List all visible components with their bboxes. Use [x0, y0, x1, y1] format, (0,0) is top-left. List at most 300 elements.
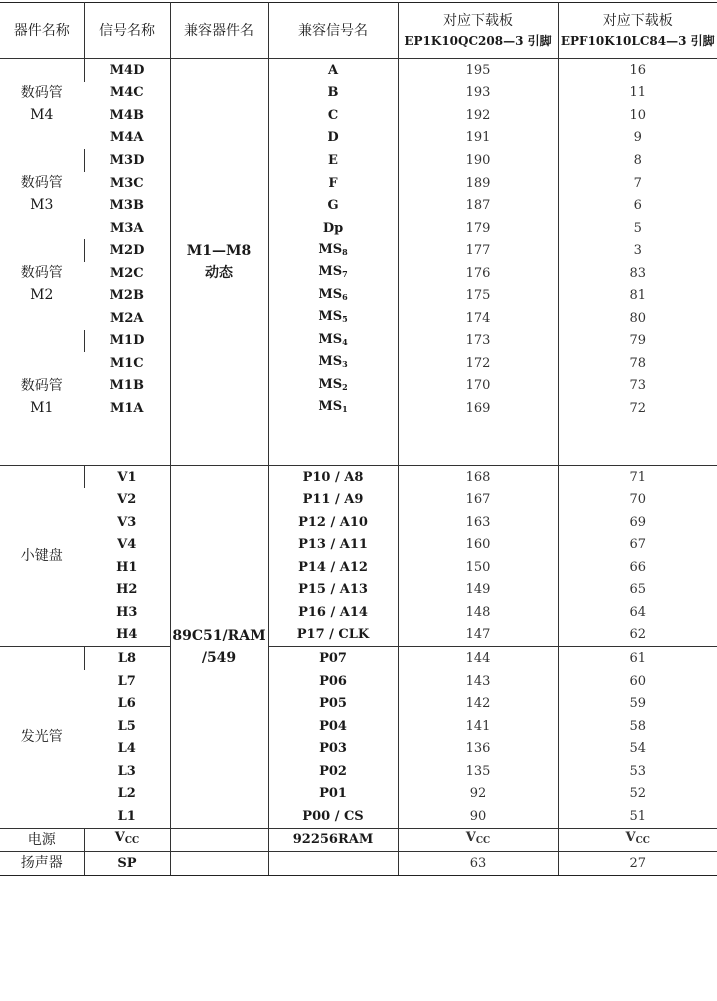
- pin-ep1k10-cell-text: 191: [465, 130, 491, 146]
- pin-epf10k10-cell-text: 52: [629, 786, 647, 802]
- pin-epf10k10-cell-text: 10: [629, 107, 647, 123]
- compat-signal-cell: [268, 239, 398, 262]
- pin-epf10k10-cell: [558, 352, 717, 375]
- pin-epf10k10-cell: [558, 330, 717, 353]
- pin-ep1k10-cell-text: 172: [465, 355, 491, 371]
- compat-signal-cell: [268, 194, 398, 217]
- pin-ep1k10-cell-text: 187: [465, 198, 491, 214]
- compat-signal-cell-text: P13 / A11: [298, 537, 368, 553]
- signal-name-cell-subscript: CC: [124, 836, 140, 847]
- compat-signal-cell: [268, 805, 398, 828]
- pin-epf10k10-cell-text: 5: [633, 220, 642, 236]
- pin-epf10k10-cell-text: 72: [629, 400, 647, 416]
- signal-name-cell-text: L7: [117, 673, 136, 689]
- pin-epf10k10-cell: [558, 556, 717, 579]
- pin-ep1k10-cell: [398, 172, 558, 195]
- table-row: [0, 104, 717, 127]
- pin-ep1k10-cell: [398, 82, 558, 105]
- table-row: [0, 579, 717, 602]
- compat-signal-cell-text: P02: [319, 763, 347, 779]
- pin-epf10k10-cell-text: 64: [629, 604, 647, 620]
- compat-signal-cell: [268, 760, 398, 783]
- table-header-row: [0, 3, 717, 59]
- pin-epf10k10-cell-text: 54: [629, 741, 647, 757]
- pin-epf10k10-cell: [558, 420, 717, 443]
- pin-epf10k10-cell: [558, 533, 717, 556]
- signal-name-cell: [84, 307, 170, 330]
- compat-signal-cell-text: P11 / A9: [302, 492, 364, 508]
- compat-signal-cell-text: D: [327, 130, 339, 146]
- compat-signal-cell-text: MS: [318, 376, 343, 392]
- group-m1: 数码管 M1: [20, 378, 63, 417]
- table-row: [0, 852, 717, 876]
- pin-epf10k10-cell-text: 80: [629, 310, 647, 326]
- compat-signal-cell: [268, 59, 398, 82]
- compat-signal-cell: [268, 737, 398, 760]
- compat-signal-cell: [268, 330, 398, 353]
- compat-device-empty: [170, 852, 268, 876]
- pin-ep1k10-cell: [398, 828, 558, 852]
- compat-signal-cell: [268, 104, 398, 127]
- compat-signal-cell-subscript: 5: [342, 314, 348, 325]
- table-row: [0, 624, 717, 647]
- pin-epf10k10-cell-subscript: CC: [635, 836, 650, 847]
- header-board1-pin: EP1K10QC208—3 引脚: [404, 33, 552, 48]
- signal-name-cell: [84, 239, 170, 262]
- pin-epf10k10-cell: [558, 127, 717, 150]
- pin-epf10k10-cell-text: 73: [629, 378, 647, 394]
- compat-signal-cell: [268, 647, 398, 670]
- pin-ep1k10-cell: [398, 284, 558, 307]
- pin-ep1k10-cell-text: 163: [465, 514, 491, 530]
- compat-signal-cell-text: MS: [318, 331, 343, 347]
- compat-signal-cell: [268, 579, 398, 602]
- signal-name-cell: [84, 172, 170, 195]
- table-row: [0, 828, 717, 852]
- signal-name-cell-text: H1: [116, 559, 138, 575]
- signal-name-cell-text: V4: [117, 537, 137, 553]
- compat-signal-cell-text: P07: [319, 650, 347, 666]
- compat-signal-cell-text: P00 / CS: [302, 808, 364, 824]
- pin-ep1k10-cell: [398, 217, 558, 240]
- signal-name-cell: [84, 511, 170, 534]
- pin-epf10k10-cell: [558, 284, 717, 307]
- pin-epf10k10-cell-text: 11: [629, 85, 647, 101]
- compat-signal-cell-text: MS: [318, 286, 343, 302]
- table-row: [0, 397, 717, 420]
- pin-ep1k10-cell: [398, 397, 558, 420]
- pin-ep1k10-cell-text: 192: [465, 107, 491, 123]
- group-m3: 数码管 M3: [20, 175, 63, 214]
- compat-signal-cell: [268, 442, 398, 465]
- pin-epf10k10-cell: [558, 692, 717, 715]
- pin-epf10k10-cell: [558, 760, 717, 783]
- group-m4: 数码管 M4: [20, 85, 63, 124]
- pin-epf10k10-cell-text: 67: [629, 537, 647, 553]
- pin-epf10k10-cell: [558, 307, 717, 330]
- compat-signal-cell: [268, 533, 398, 556]
- pin-epf10k10-cell-text: 9: [633, 130, 642, 146]
- compat-signal-cell-text: P14 / A12: [298, 559, 368, 575]
- compat-signal-cell: [268, 397, 398, 420]
- pin-epf10k10-cell: [558, 852, 717, 876]
- pin-ep1k10-cell: [398, 692, 558, 715]
- signal-name-cell: [84, 465, 170, 488]
- pin-assignment-table: [0, 2, 717, 876]
- table-row: [0, 352, 717, 375]
- pin-epf10k10-cell-text: 62: [629, 627, 647, 643]
- compat-signal-cell-text: G: [327, 198, 339, 214]
- compat-signal-cell: [268, 284, 398, 307]
- group-m2: 数码管 M2: [20, 265, 63, 304]
- compat-signal-cell: [268, 82, 398, 105]
- compat-signal-cell-subscript: 3: [342, 359, 348, 370]
- header-board1-title: 对应下载板: [443, 12, 513, 29]
- compat-signal-cell: [268, 556, 398, 579]
- signal-name-cell-text: L5: [117, 718, 136, 734]
- pin-epf10k10-cell-text: 60: [629, 673, 647, 689]
- table-row: [0, 692, 717, 715]
- pin-ep1k10-cell: [398, 59, 558, 82]
- table-row: [0, 217, 717, 240]
- pin-ep1k10-cell-text: 147: [465, 627, 491, 643]
- pin-epf10k10-cell-text: 6: [633, 198, 642, 214]
- pin-ep1k10-cell-text: 160: [465, 537, 491, 553]
- pin-ep1k10-cell-text: 142: [465, 696, 491, 712]
- pin-epf10k10-cell: [558, 59, 717, 82]
- header-board1: [398, 3, 558, 59]
- pin-epf10k10-cell-text: 78: [629, 355, 647, 371]
- pin-ep1k10-cell-text: 177: [465, 243, 491, 259]
- table-row: [0, 127, 717, 150]
- signal-name-cell-text: M2C: [109, 265, 144, 281]
- pin-epf10k10-cell: [558, 624, 717, 647]
- pin-ep1k10-cell-text: 63: [469, 855, 487, 871]
- pin-epf10k10-cell: [558, 805, 717, 828]
- pin-epf10k10-cell: [558, 828, 717, 852]
- compat-signal-ram: 92256RAM: [268, 828, 398, 852]
- compat-device-mcu: 89C51/RAM /549: [170, 465, 268, 828]
- pin-ep1k10-cell: [398, 579, 558, 602]
- pin-epf10k10-cell-text: 53: [629, 763, 647, 779]
- compat-signal-cell: [268, 352, 398, 375]
- signal-name-cell-text: V2: [117, 492, 137, 508]
- table-row: [0, 760, 717, 783]
- pin-ep1k10-cell-text: 173: [465, 333, 491, 349]
- compat-signal-cell-text: B: [327, 85, 339, 101]
- signal-name-cell-text: M4B: [109, 107, 144, 123]
- pin-ep1k10-cell: [398, 737, 558, 760]
- compat-signal-cell-text: P05: [319, 696, 347, 712]
- pin-ep1k10-cell-text: 92: [469, 786, 487, 802]
- compat-signal-cell-text: P15 / A13: [298, 582, 368, 598]
- pin-ep1k10-cell: [398, 352, 558, 375]
- pin-epf10k10-cell: [558, 104, 717, 127]
- table-row: [0, 533, 717, 556]
- pin-epf10k10-cell: [558, 149, 717, 172]
- compat-signal-cell: [268, 715, 398, 738]
- compat-signal-cell-text: C: [327, 107, 339, 123]
- pin-epf10k10-cell-text: 69: [629, 514, 647, 530]
- table-row: [0, 737, 717, 760]
- signal-name-cell: [84, 375, 170, 398]
- signal-name-cell-text: M3B: [109, 198, 144, 214]
- group-keypad: 小键盘: [0, 465, 84, 646]
- table-row: [0, 262, 717, 285]
- compat-signal-cell: [268, 601, 398, 624]
- compat-signal-cell: [268, 670, 398, 693]
- signal-name-cell-text: M2A: [109, 310, 144, 326]
- pin-ep1k10-cell-text: 179: [465, 220, 491, 236]
- signal-name-cell: [84, 692, 170, 715]
- pin-epf10k10-cell-text: 7: [633, 175, 642, 191]
- pin-epf10k10-cell-text: V: [625, 830, 636, 846]
- signal-name-cell-text: H3: [116, 604, 138, 620]
- compat-signal-cell-subscript: 6: [342, 291, 348, 302]
- pin-ep1k10-cell: [398, 239, 558, 262]
- pin-ep1k10-cell-text: 176: [465, 265, 491, 281]
- pin-epf10k10-cell-text: 79: [629, 333, 647, 349]
- pin-epf10k10-cell: [558, 783, 717, 806]
- pin-ep1k10-cell-text: 135: [465, 763, 491, 779]
- pin-ep1k10-cell-subscript: CC: [475, 836, 491, 847]
- signal-name-cell: [84, 670, 170, 693]
- pin-ep1k10-cell: [398, 533, 558, 556]
- pin-ep1k10-cell-text: 90: [469, 808, 487, 824]
- compat-signal-cell-subscript: 4: [342, 336, 348, 347]
- signal-name-cell-text: SP: [117, 855, 137, 871]
- signal-name-cell-text: L1: [117, 808, 136, 824]
- table-body: [0, 59, 717, 876]
- table-row: [0, 149, 717, 172]
- pin-ep1k10-cell: [398, 647, 558, 670]
- table-row: [0, 420, 717, 443]
- compat-signal-cell-text: F: [328, 175, 338, 191]
- signal-name-cell: [84, 127, 170, 150]
- signal-name-cell-text: L6: [117, 696, 136, 712]
- signal-name-cell: [84, 330, 170, 353]
- compat-signal-cell-text: P17 / CLK: [296, 627, 370, 643]
- pin-ep1k10-cell: [398, 805, 558, 828]
- pin-ep1k10-cell-text: 195: [465, 62, 491, 78]
- group-power: 电源: [0, 828, 84, 852]
- signal-name-cell-text: V1: [117, 469, 137, 485]
- pin-ep1k10-cell: [398, 760, 558, 783]
- compat-signal-cell-text: MS: [318, 399, 343, 415]
- pin-ep1k10-cell: [398, 488, 558, 511]
- pin-ep1k10-cell: [398, 104, 558, 127]
- pin-ep1k10-cell: [398, 715, 558, 738]
- pin-ep1k10-cell: [398, 149, 558, 172]
- pin-epf10k10-cell-text: 27: [629, 855, 647, 871]
- group-speaker: 扬声器: [0, 852, 84, 876]
- table-row: [0, 307, 717, 330]
- pin-ep1k10-cell-text: 168: [465, 469, 491, 485]
- table-row: [0, 239, 717, 262]
- signal-name-cell: [84, 783, 170, 806]
- compat-signal-cell-text: P10 / A8: [302, 469, 364, 485]
- pin-epf10k10-cell-text: 66: [629, 559, 647, 575]
- pin-ep1k10-cell-text: 141: [465, 718, 491, 734]
- signal-name-cell-text: H4: [116, 627, 138, 643]
- pin-epf10k10-cell: [558, 670, 717, 693]
- pin-ep1k10-cell-text: 169: [465, 400, 491, 416]
- compat-signal-cell: [268, 624, 398, 647]
- compat-signal-cell: [268, 172, 398, 195]
- signal-name-cell-text: L3: [117, 763, 136, 779]
- header-board2-pin: EPF10K10LC84—3 引脚: [560, 33, 715, 48]
- table-row: [0, 670, 717, 693]
- pin-epf10k10-cell: [558, 194, 717, 217]
- compat-signal-cell-text: A: [327, 62, 339, 78]
- signal-name-cell-text: M4D: [109, 62, 145, 78]
- table-row: [0, 488, 717, 511]
- pin-ep1k10-cell: [398, 194, 558, 217]
- pin-ep1k10-cell-text: 190: [465, 152, 491, 168]
- signal-name-cell-text: V3: [117, 514, 137, 530]
- pin-epf10k10-cell: [558, 442, 717, 465]
- pin-epf10k10-cell-text: 61: [629, 650, 647, 666]
- pin-epf10k10-cell: [558, 511, 717, 534]
- table-row: [0, 284, 717, 307]
- signal-name-cell: [84, 488, 170, 511]
- pin-epf10k10-cell: [558, 579, 717, 602]
- signal-name-cell-text: V: [114, 830, 125, 846]
- pin-epf10k10-cell-text: 59: [629, 696, 647, 712]
- pin-ep1k10-cell: [398, 556, 558, 579]
- compat-signal-cell-subscript: 8: [342, 246, 348, 257]
- table-row: [0, 375, 717, 398]
- pin-ep1k10-cell-text: 167: [465, 492, 491, 508]
- compat-signal-cell: [268, 262, 398, 285]
- pin-epf10k10-cell-text: 71: [629, 469, 647, 485]
- pin-epf10k10-cell-text: 83: [629, 265, 647, 281]
- pin-epf10k10-cell-text: 58: [629, 718, 647, 734]
- signal-name-cell: [84, 556, 170, 579]
- signal-name-cell-text: M3D: [109, 152, 145, 168]
- pin-epf10k10-cell: [558, 465, 717, 488]
- pin-ep1k10-cell-text: 193: [465, 85, 491, 101]
- pin-epf10k10-cell: [558, 82, 717, 105]
- table-row: [0, 647, 717, 670]
- pin-ep1k10-cell: [398, 465, 558, 488]
- table-row: [0, 805, 717, 828]
- signal-name-cell: [84, 647, 170, 670]
- pin-epf10k10-cell-text: 81: [629, 288, 647, 304]
- pin-ep1k10-cell: [398, 624, 558, 647]
- compat-signal-cell-text: P03: [319, 741, 347, 757]
- signal-name-cell: [84, 59, 170, 82]
- table-row: [0, 715, 717, 738]
- signal-name-cell: [84, 217, 170, 240]
- signal-name-cell: [84, 828, 170, 852]
- pin-ep1k10-cell: [398, 783, 558, 806]
- compat-signal-cell: [268, 420, 398, 443]
- pin-ep1k10-cell-text: 143: [465, 673, 491, 689]
- table-row: [0, 330, 717, 353]
- pin-epf10k10-cell-text: 3: [633, 243, 642, 259]
- signal-name-cell-text: M1C: [109, 355, 144, 371]
- compat-signal-cell-subscript: 1: [342, 404, 348, 415]
- pin-ep1k10-cell: [398, 511, 558, 534]
- pin-ep1k10-cell: [398, 262, 558, 285]
- table-row: [0, 172, 717, 195]
- pin-ep1k10-cell: [398, 375, 558, 398]
- signal-name-cell: [84, 284, 170, 307]
- compat-signal-cell-subscript: 7: [342, 269, 348, 280]
- pin-epf10k10-cell: [558, 715, 717, 738]
- signal-name-cell-text: M4A: [109, 130, 144, 146]
- signal-name-cell-text: M3A: [109, 220, 144, 236]
- compat-device-empty: [170, 828, 268, 852]
- compat-signal-cell-text: E: [328, 152, 338, 168]
- signal-name-cell: [84, 442, 170, 465]
- signal-name-cell-text: L2: [117, 786, 136, 802]
- signal-name-cell-text: M1A: [109, 400, 144, 416]
- table-row: [0, 511, 717, 534]
- compat-signal-cell: [268, 375, 398, 398]
- pin-epf10k10-cell-text: 16: [629, 62, 647, 78]
- pin-ep1k10-cell: [398, 601, 558, 624]
- signal-name-cell: [84, 852, 170, 876]
- header-board2-title: 对应下载板: [602, 12, 673, 29]
- signal-name-cell: [84, 601, 170, 624]
- compat-signal-cell: [268, 217, 398, 240]
- pin-epf10k10-cell-text: 70: [629, 492, 647, 508]
- table-row: [0, 465, 717, 488]
- compat-signal-cell-text: P12 / A10: [298, 514, 368, 530]
- pin-ep1k10-cell: [398, 330, 558, 353]
- compat-signal-cell: [268, 511, 398, 534]
- compat-signal-cell-text: P04: [319, 718, 347, 734]
- signal-name-cell-text: M2B: [109, 288, 144, 304]
- signal-name-cell: [84, 194, 170, 217]
- pin-ep1k10-cell-text: 175: [465, 288, 491, 304]
- header-device: 器件名称: [0, 3, 84, 59]
- pin-ep1k10-cell-text: 136: [465, 741, 491, 757]
- compat-signal-cell-text: MS: [318, 354, 343, 370]
- pin-ep1k10-cell-text: 148: [465, 604, 491, 620]
- signal-name-cell: [84, 149, 170, 172]
- signal-name-cell: [84, 533, 170, 556]
- signal-name-cell-text: M2D: [109, 243, 145, 259]
- pin-epf10k10-cell: [558, 239, 717, 262]
- compat-signal-cell-text: P06: [319, 673, 347, 689]
- table-row: [0, 442, 717, 465]
- compat-signal-cell: [268, 783, 398, 806]
- signal-name-cell: [84, 262, 170, 285]
- pin-epf10k10-cell: [558, 217, 717, 240]
- signal-name-cell: [84, 624, 170, 647]
- pin-ep1k10-cell: [398, 852, 558, 876]
- pin-epf10k10-cell: [558, 172, 717, 195]
- table-row: [0, 194, 717, 217]
- compat-signal-cell-text: P01: [319, 786, 347, 802]
- signal-name-cell: [84, 760, 170, 783]
- pin-ep1k10-cell: [398, 670, 558, 693]
- pin-ep1k10-cell-text: 144: [465, 650, 491, 666]
- compat-signal-cell-subscript: 2: [342, 381, 348, 392]
- header-compat-device: 兼容器件名: [170, 3, 268, 59]
- signal-name-cell-text: H2: [116, 582, 138, 598]
- compat-signal-cell-text: MS: [318, 241, 343, 257]
- pin-ep1k10-cell: [398, 442, 558, 465]
- compat-device-m-dynamic: M1—M8 动态: [170, 59, 268, 466]
- compat-signal-cell-text: P16 / A14: [298, 604, 368, 620]
- table-row: [0, 601, 717, 624]
- pin-ep1k10-cell-text: 150: [465, 559, 491, 575]
- pin-ep1k10-cell-text: 149: [465, 582, 491, 598]
